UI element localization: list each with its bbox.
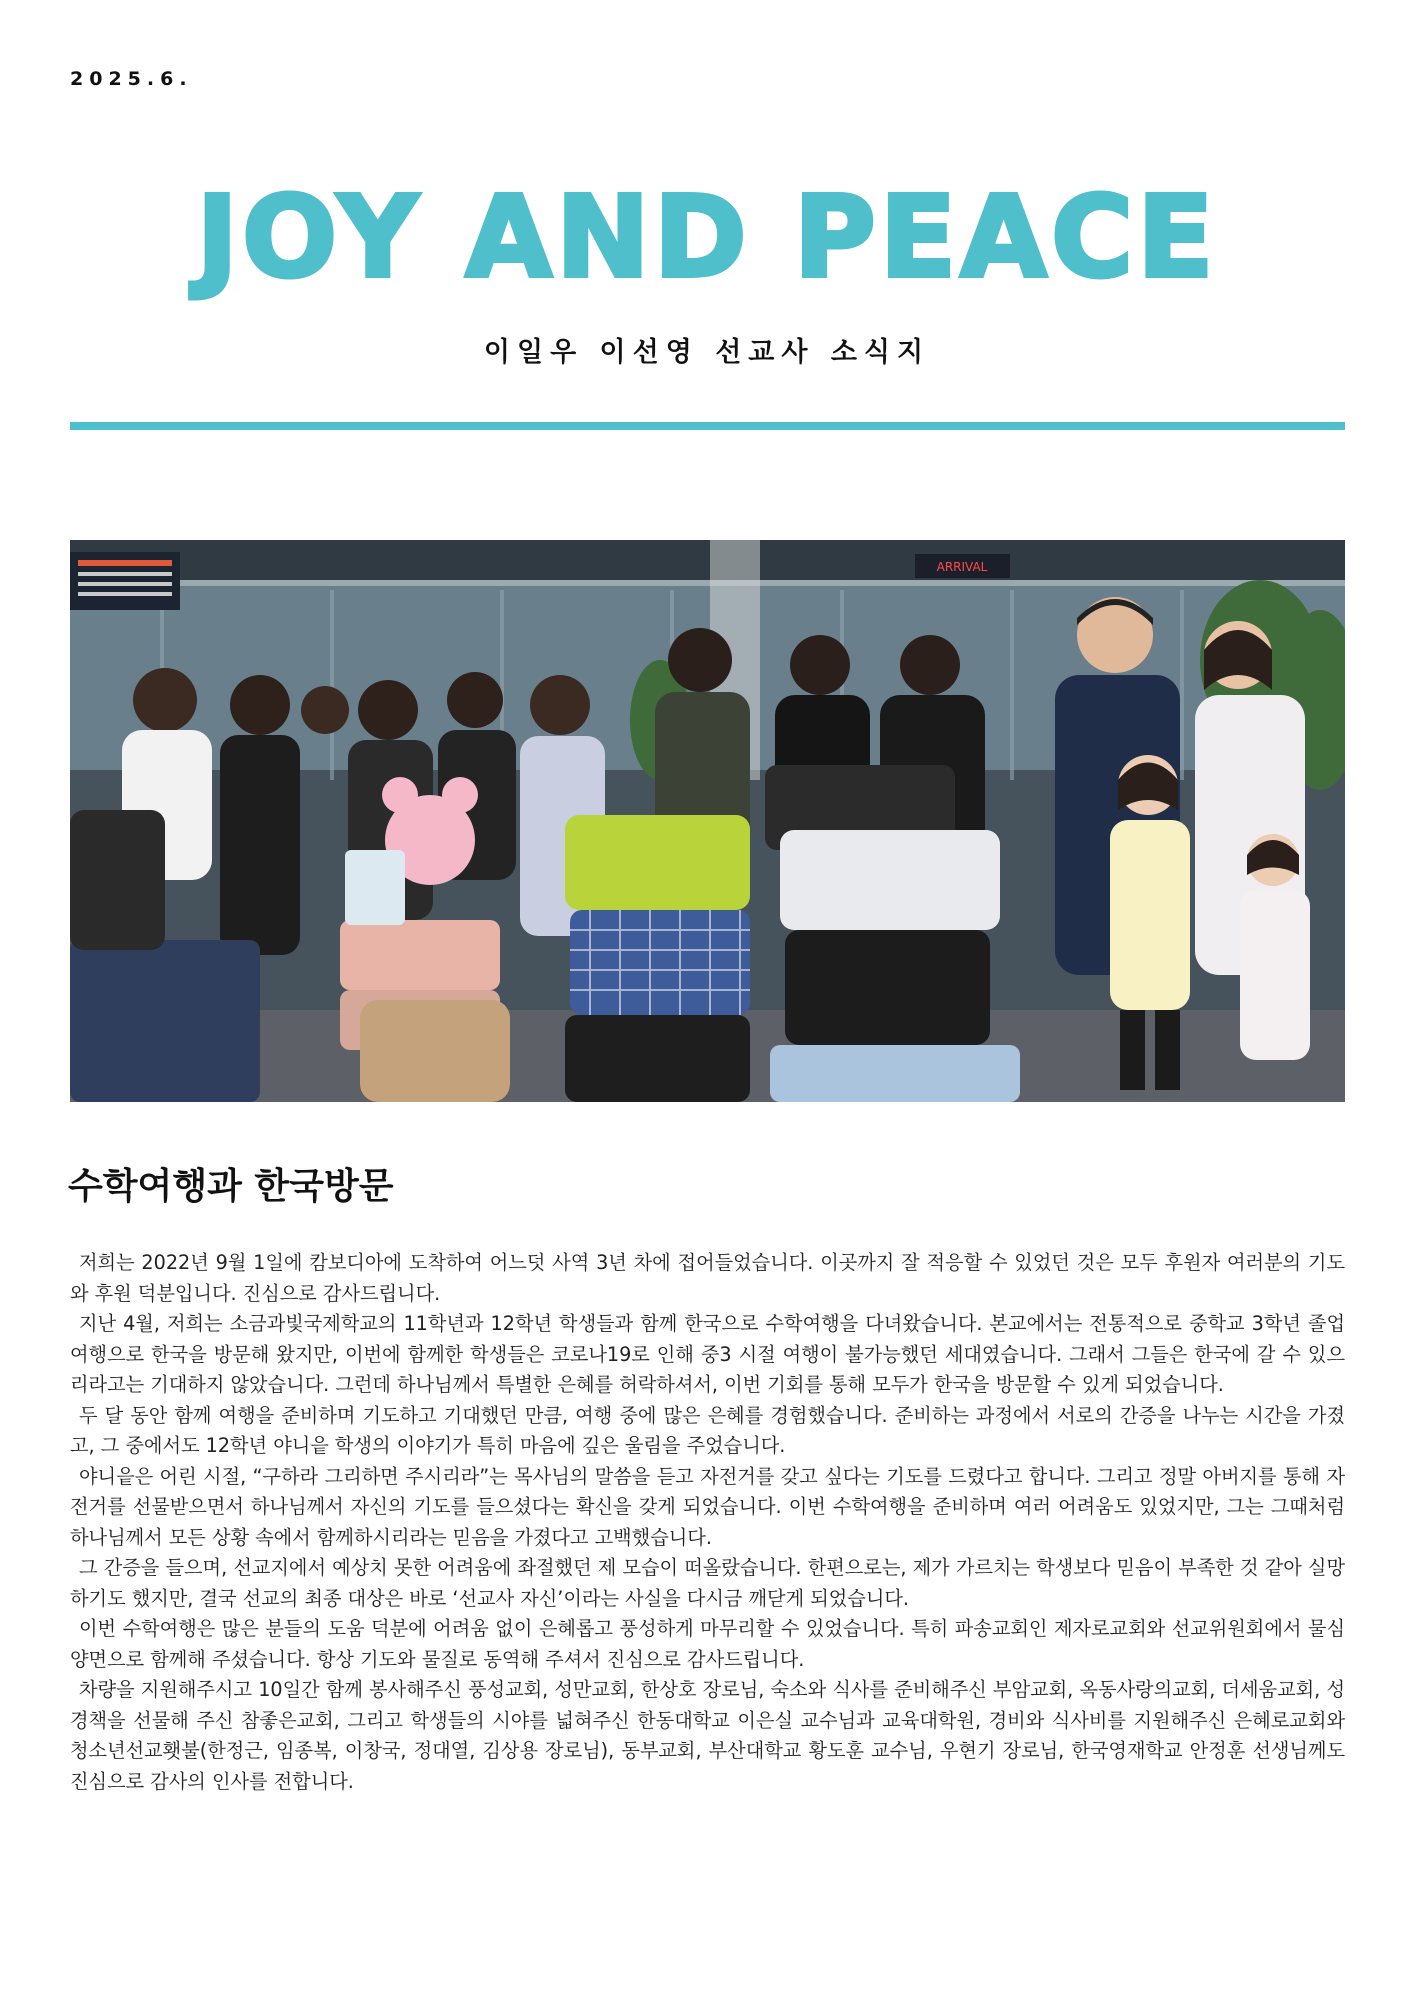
article-paragraph: 차량을 지원해주시고 10일간 함께 봉사해주신 풍성교회, 성만교회, 한상호 장로님, 숙소와 식사를 준비해주신 부암교회, 옥동사랑의교회, 더세움교회, 성경책을 선물해 주신 참좋은교회, 그리고 학생들의 시야를 넓혀주신 한동대학교 이은실 교수님과 교육대학원, 경비와 식사비를 지원해주신 은혜로교회와 청소년선교횃불(한정근, 임종복, 이창국, 정대열, 김상용 장로님), 동부교회, 부산대학교 황도훈 교수님, 우현기 장로님, 한국영재학교 안정훈 선생님께도 진심으로 감사의 인사를 전합니다.	[70, 1678, 1345, 1793]
group-photo-illustration	[70, 540, 1345, 1102]
article-paragraph: 이번 수학여행은 많은 분들의 도움 덕분에 어려움 없이 은혜롭고 풍성하게 마무리할 수 있었습니다. 특히 파송교회인 제자로교회와 선교위원회에서 물심양면으로 함께해 주셨습니다. 항상 기도와 물질로 동역해 주셔서 진심으로 감사드립니다.	[70, 1617, 1345, 1671]
article-paragraph: 그 간증을 들으며, 선교지에서 예상치 못한 어려움에 좌절했던 제 모습이 떠올랐습니다. 한편으로는, 제가 가르치는 학생보다 믿음이 부족한 것 같아 실망하기도 했지만, 결국 선교의 최종 대상은 바로 ‘선교사 자신’이라는 사실을 다시금 깨닫게 되었습니다.	[70, 1556, 1345, 1610]
group-photo	[70, 540, 1345, 1102]
article-paragraph: 두 달 동안 함께 여행을 준비하며 기도하고 기대했던 만큼, 여행 중에 많은 은혜를 경험했습니다. 준비하는 과정에서 서로의 간증을 나누는 시간을 가졌고, 그 중에서도 12학년 야니읕 학생의 이야기가 특히 마음에 깊은 울림을 주었습니다.	[70, 1403, 1345, 1457]
article-paragraph: 야니읕은 어린 시절, “구하라 그리하면 주시리라”는 목사님의 말씀을 듣고 자전거를 갖고 싶다는 기도를 드렸다고 합니다. 그리고 정말 아버지를 통해 자전거를 선물받으면서 하나님께서 자신의 기도를 들으셨다는 확신을 갖게 되었습니다. 이번 수학여행을 준비하며 여러 어려움도 있었지만, 그는 그때처럼 하나님께서 모든 상황 속에서 함께하시리라는 믿음을 가졌다고 고백했습니다.	[70, 1464, 1345, 1549]
article-paragraph: 저희는 2022년 9월 1일에 캄보디아에 도착하여 어느덧 사역 3년 차에 접어들었습니다. 이곳까지 잘 적응할 수 있었던 것은 모두 후원자 여러분의 기도와 후원 덕분입니다. 진심으로 감사드립니다.	[70, 1251, 1345, 1305]
header-divider	[70, 422, 1345, 430]
newsletter-title: JOY AND PEACE	[196, 173, 1218, 303]
article-body	[70, 1248, 1345, 1797]
article-heading: 수학여행과 한국방문	[68, 1166, 394, 1207]
issue-date: 2025.6.	[70, 68, 193, 90]
article-paragraph: 지난 4월, 저희는 소금과빛국제학교의 11학년과 12학년 학생들과 함께 한국으로 수학여행을 다녀왔습니다. 본교에서는 전통적으로 중학교 3학년 졸업여행으로 한국을 방문해 왔지만, 이번에 함께한 학생들은 코로나19로 인해 중3 시절 여행이 불가능했던 세대였습니다. 그래서 그들은 한국에 갈 수 있으리라고는 기대하지 않았습니다. 그런데 하나님께서 특별한 은혜를 허락하셔서, 이번 기회를 통해 모두가 한국을 방문할 수 있게 되었습니다.	[70, 1312, 1345, 1396]
newsletter-subtitle: 이일우 이선영 선교사 소식지	[483, 337, 931, 368]
arrival-sign-text: ARRIVAL	[936, 560, 988, 574]
